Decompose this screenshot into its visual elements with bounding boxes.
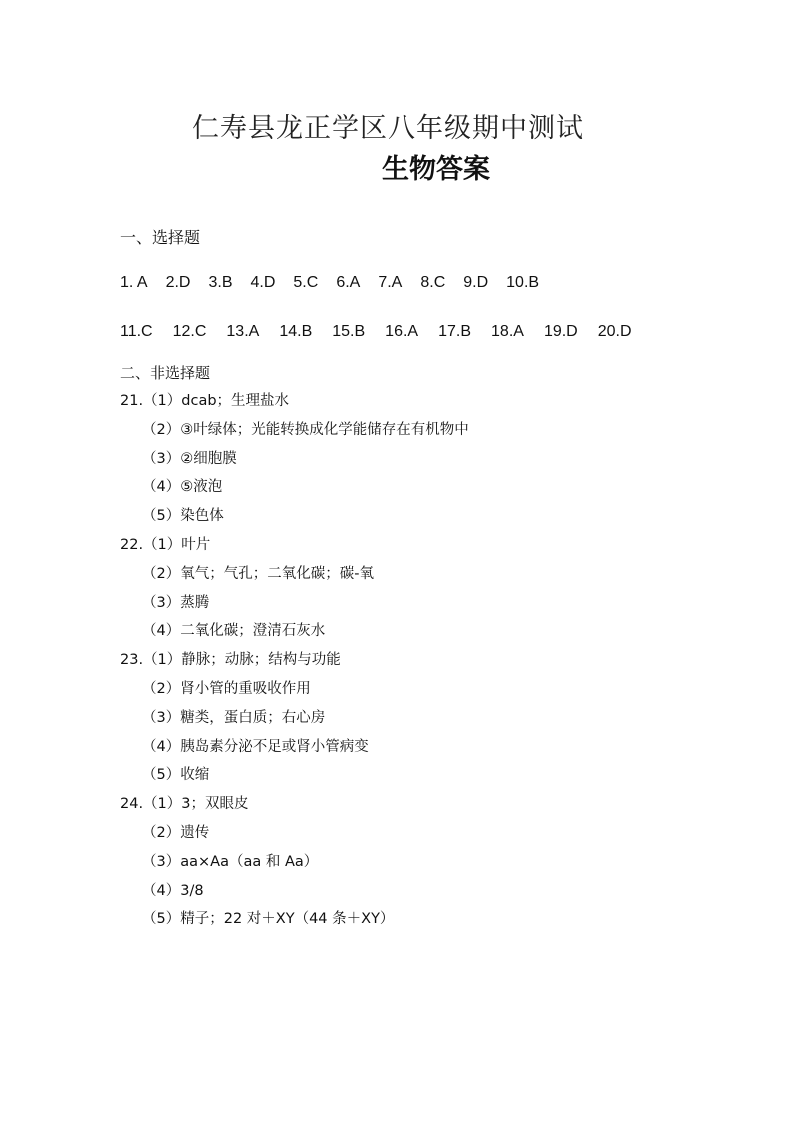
question-23-line: 23.（1）静脉；动脉；结构与功能 — [120, 652, 341, 669]
question-23-subline: （5）收缩 — [142, 767, 210, 784]
question-23-subline: （2）肾小管的重吸收作用 — [142, 680, 311, 697]
answer-item: 14.B — [279, 323, 313, 340]
answer-item: 7.A — [378, 274, 403, 291]
page-subtitle: 生物答案 — [382, 154, 490, 185]
question-21-subline: （3）②细胞膜 — [142, 450, 237, 467]
question-21-subline: （5）染色体 — [142, 508, 224, 525]
question-21-subline: （4）⑤液泡 — [142, 479, 223, 496]
answer-item: 18.A — [491, 323, 524, 340]
answer-item: 10.B — [506, 274, 540, 291]
question-24-subline: （5）精子；22 对＋XY（44 条＋XY） — [142, 911, 395, 928]
answer-item: 15.B — [332, 323, 366, 340]
answer-item: 12.C — [172, 323, 207, 340]
section-heading-nonchoice: 二、非选择题 — [120, 364, 211, 382]
page-title: 仁寿县龙正学区八年级期中测试 — [192, 113, 584, 144]
answer-item: 1. A — [120, 274, 148, 291]
answer-item: 6.A — [336, 274, 361, 291]
question-22-subline: （2）氧气；气孔；二氧化碳；碳-氧 — [142, 565, 374, 582]
question-22-subline: （3）蒸腾 — [142, 594, 210, 611]
answer-item: 3.B — [208, 274, 233, 291]
answer-row-2 — [120, 323, 652, 341]
question-24-subline: （4）3/8 — [142, 882, 204, 899]
question-24-subline: （2）遗传 — [142, 824, 210, 841]
question-24-subline: （3）aa×Aa（aa 和 Aa） — [142, 853, 319, 870]
answer-item: 4.D — [250, 274, 276, 291]
question-22-subline: （4）二氧化碳；澄清石灰水 — [142, 623, 326, 640]
question-22-line: 22.（1）叶片 — [120, 536, 211, 553]
question-23-subline: （3）糖类，蛋白质；右心房 — [142, 709, 326, 726]
answer-item: 8.C — [420, 274, 446, 291]
answer-item: 19.D — [543, 323, 578, 340]
answer-item: 20.D — [597, 323, 632, 340]
answer-item: 2.D — [165, 274, 191, 291]
question-21-subline: （2）③叶绿体；光能转换成化学能储存在有机物中 — [142, 421, 469, 438]
question-24-line: 24.（1）3；双眼皮 — [120, 796, 249, 813]
question-list — [120, 387, 469, 934]
answer-item: 16.A — [385, 323, 419, 340]
answer-row-1 — [120, 274, 557, 292]
answer-item: 5.C — [293, 274, 319, 291]
question-21-line: 21.（1）dcab；生理盐水 — [120, 393, 290, 409]
answer-item: 9.D — [463, 274, 489, 291]
answer-item: 17.B — [438, 323, 472, 340]
answer-item: 11.C — [120, 323, 153, 340]
section-heading-choice: 一、选择题 — [120, 228, 201, 247]
answer-item: 13.A — [226, 323, 260, 340]
question-23-subline: （4）胰岛素分泌不足或肾小管病变 — [142, 738, 369, 755]
